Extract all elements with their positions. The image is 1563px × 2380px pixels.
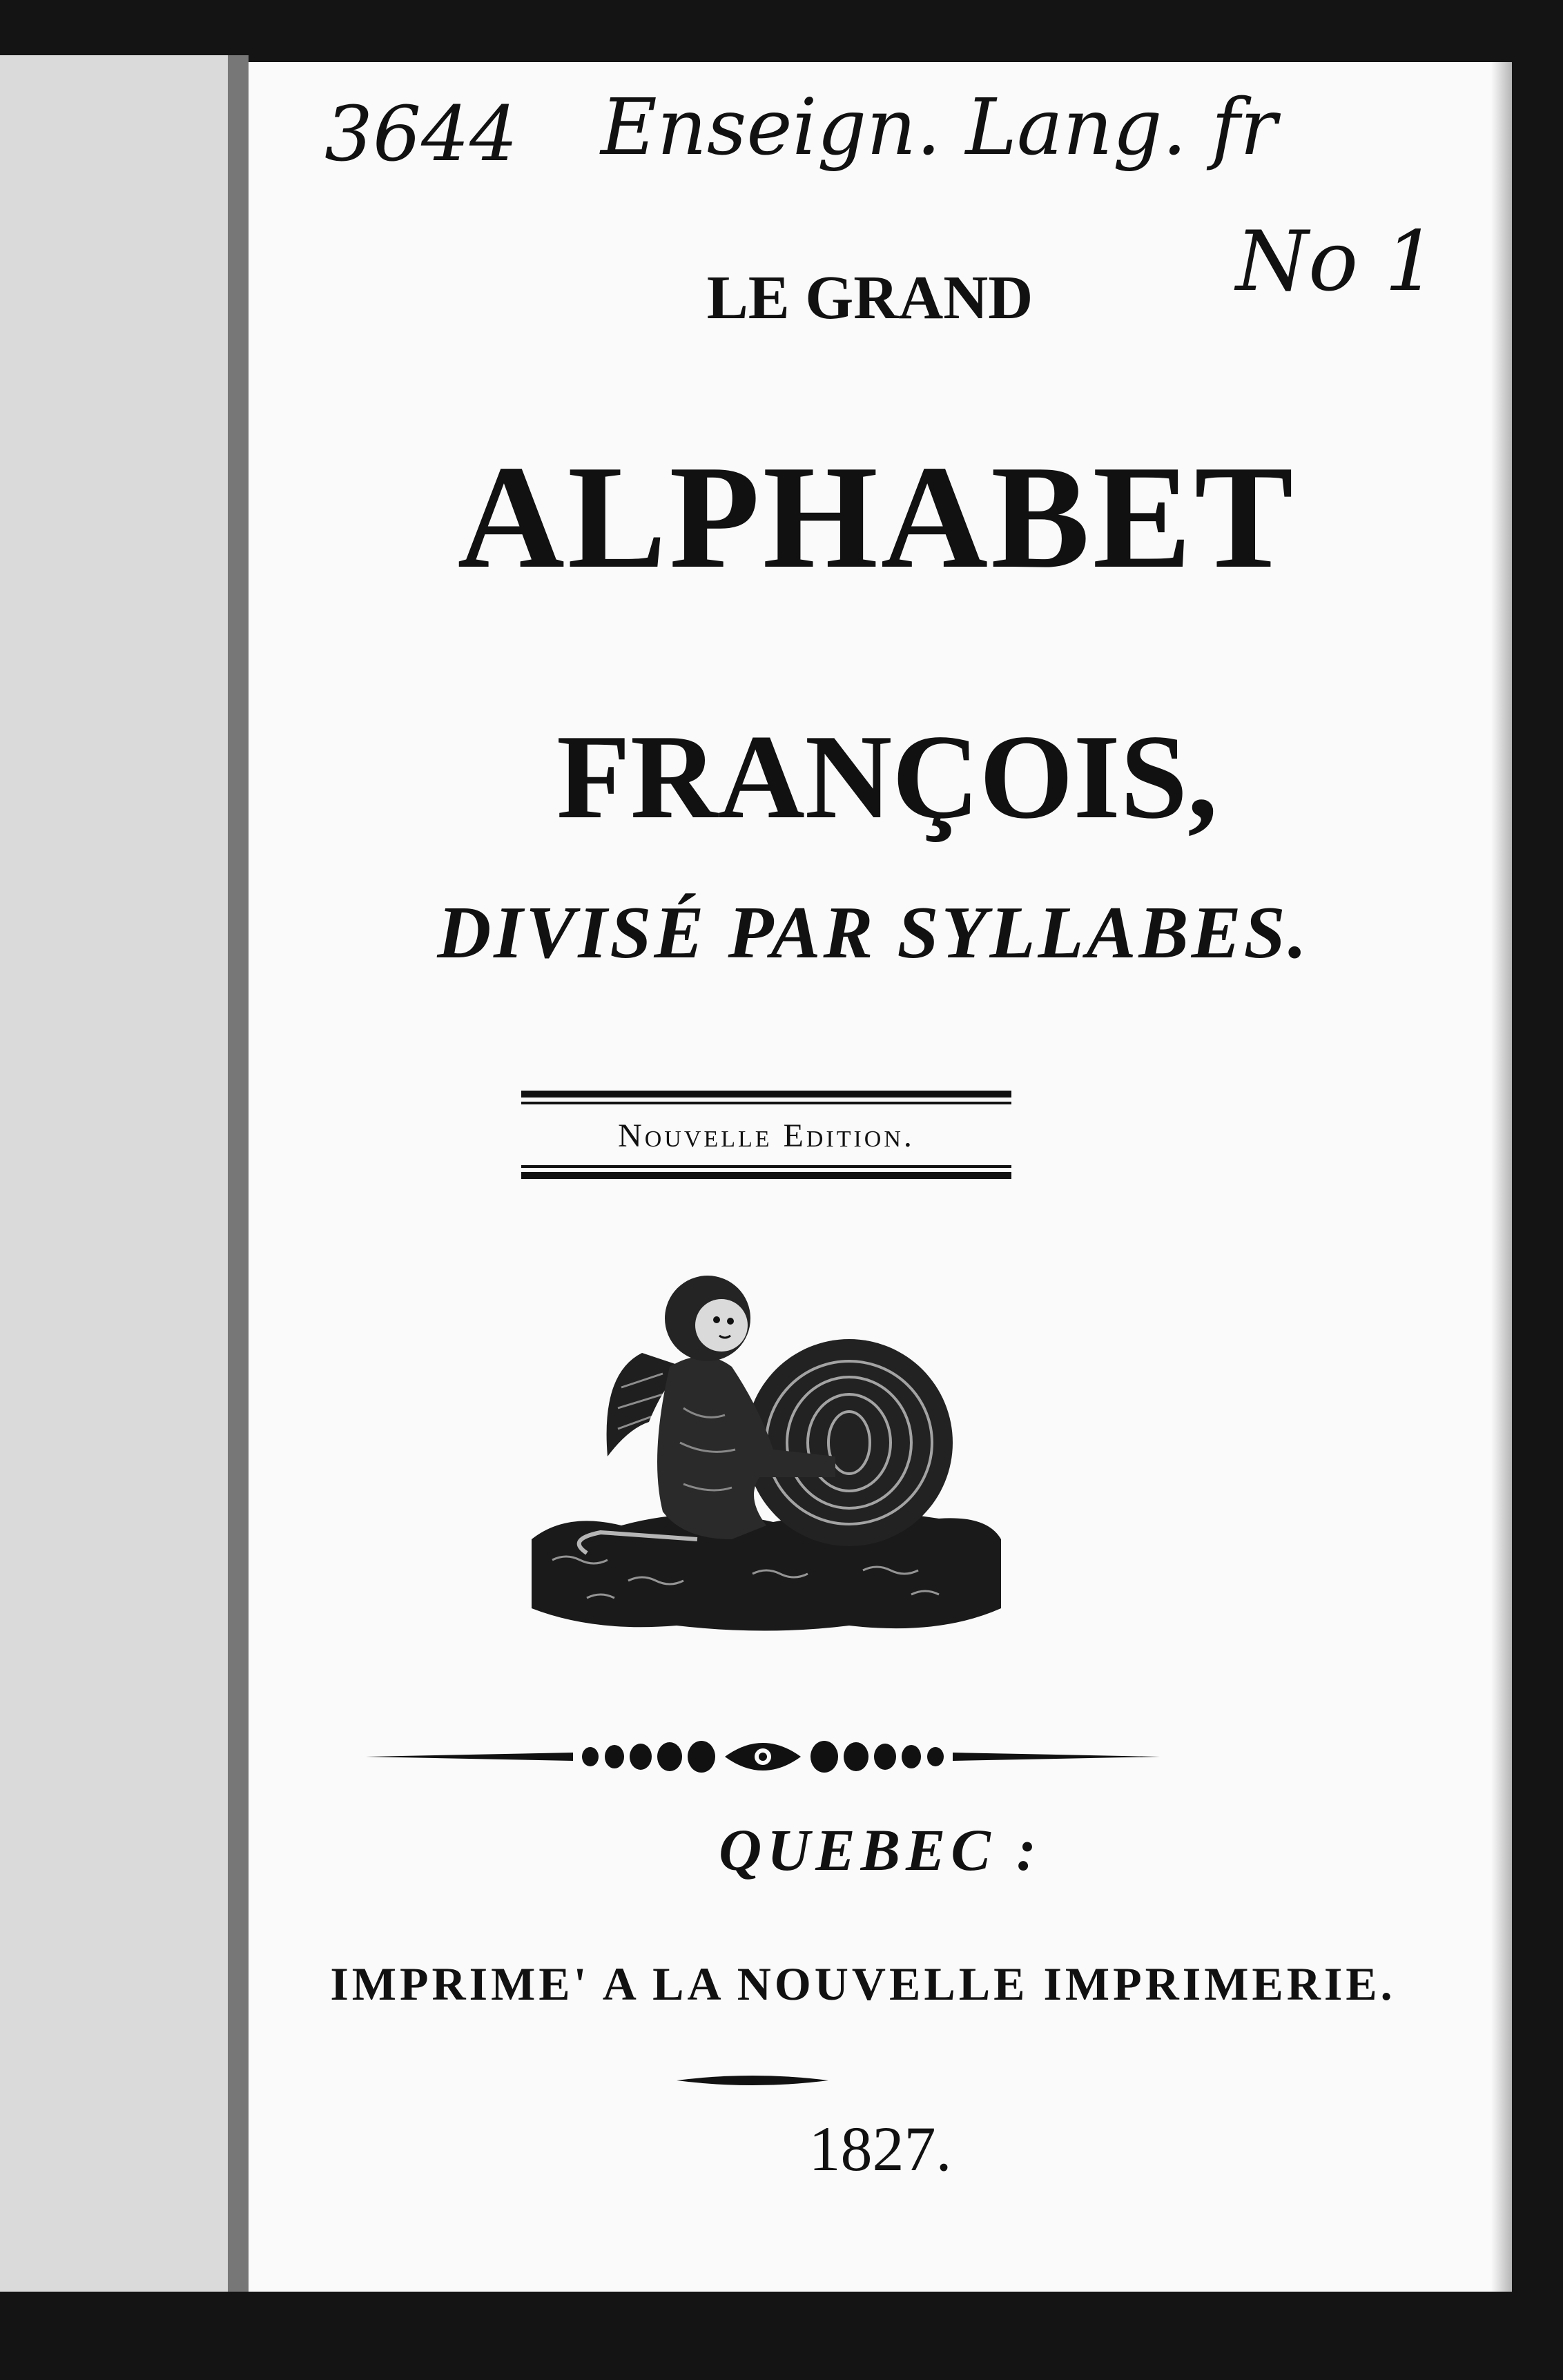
handwritten-number: No 1: [1236, 214, 1437, 310]
place-of-publication: QUEBEC :: [719, 1817, 1042, 1883]
handwritten-subject: Enseign. Lang. fr: [601, 83, 1277, 173]
printer-ornament-divider: [366, 1733, 1160, 1781]
subtitle-divise: DIVISÉ PAR SYLLABES.: [437, 892, 1310, 974]
title-le-grand: LE GRAND: [706, 264, 1033, 332]
edition-rule-top-thin: [521, 1102, 1011, 1104]
handwritten-call-number: 3644: [324, 90, 518, 178]
facing-page: [0, 55, 238, 2292]
title-page: [249, 62, 1512, 2292]
edition-rule-bottom-thin: [521, 1165, 1011, 1168]
cherub-woodcut-illustration: [525, 1249, 1008, 1636]
publication-year: 1827.: [808, 2114, 952, 2184]
edition-rule-top: [521, 1091, 1011, 1098]
edition-rule-bottom: [521, 1172, 1011, 1179]
title-francois: FRANÇOIS,: [556, 710, 1218, 843]
edition-label: Nouvelle Edition.: [618, 1118, 915, 1154]
printer-line: IMPRIME' A LA NOUVELLE IMPRIMERIE.: [330, 1958, 1396, 2010]
edition-frame: [521, 1091, 1011, 1194]
book-spine: [228, 55, 249, 2292]
title-alphabet: ALPHABET: [457, 434, 1297, 599]
small-rule-divider: [677, 2069, 828, 2091]
